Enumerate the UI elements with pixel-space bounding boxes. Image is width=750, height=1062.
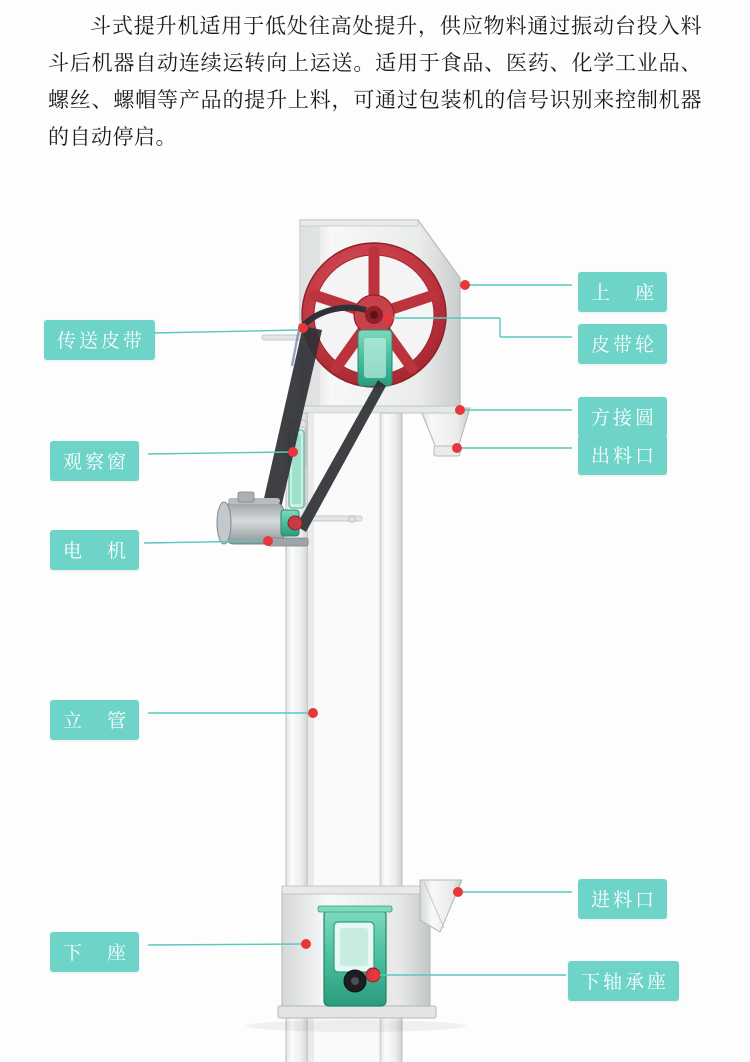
label-observation-window[interactable]: 观察窗 <box>50 441 139 481</box>
intro-paragraph: 斗式提升机适用于低处往高处提升，供应物料通过振动台投入料斗后机器自动连续运转向上运送。适用于食品、医药、化学工业品、螺丝、螺帽等产品的提升上料，可通过包装机的信号识别来控制机器的自动停启。 <box>48 15 702 149</box>
label-lower-seat[interactable]: 下 座 <box>50 932 139 972</box>
label-upper-seat[interactable]: 上 座 <box>578 272 667 312</box>
lower-bearing-seat-assembly <box>318 906 392 1006</box>
label-discharge-outlet[interactable]: 出料口 <box>578 435 667 475</box>
base-plinth <box>278 1006 436 1018</box>
label-belt-pulley[interactable]: 皮带轮 <box>578 324 667 364</box>
label-feed-inlet[interactable]: 进料口 <box>578 879 667 919</box>
label-lower-bearing-seat[interactable]: 下轴承座 <box>568 961 679 1001</box>
label-square-to-round[interactable]: 方接圆 <box>578 397 667 437</box>
discharge-chute <box>420 408 470 448</box>
discharge-outlet-flange <box>434 446 460 456</box>
bucket-elevator-illustration <box>0 180 750 1062</box>
label-motor[interactable]: 电 机 <box>50 530 139 570</box>
label-conveyor-belt[interactable]: 传送皮带 <box>44 320 155 360</box>
label-vertical-pipe[interactable]: 立 管 <box>50 700 139 740</box>
